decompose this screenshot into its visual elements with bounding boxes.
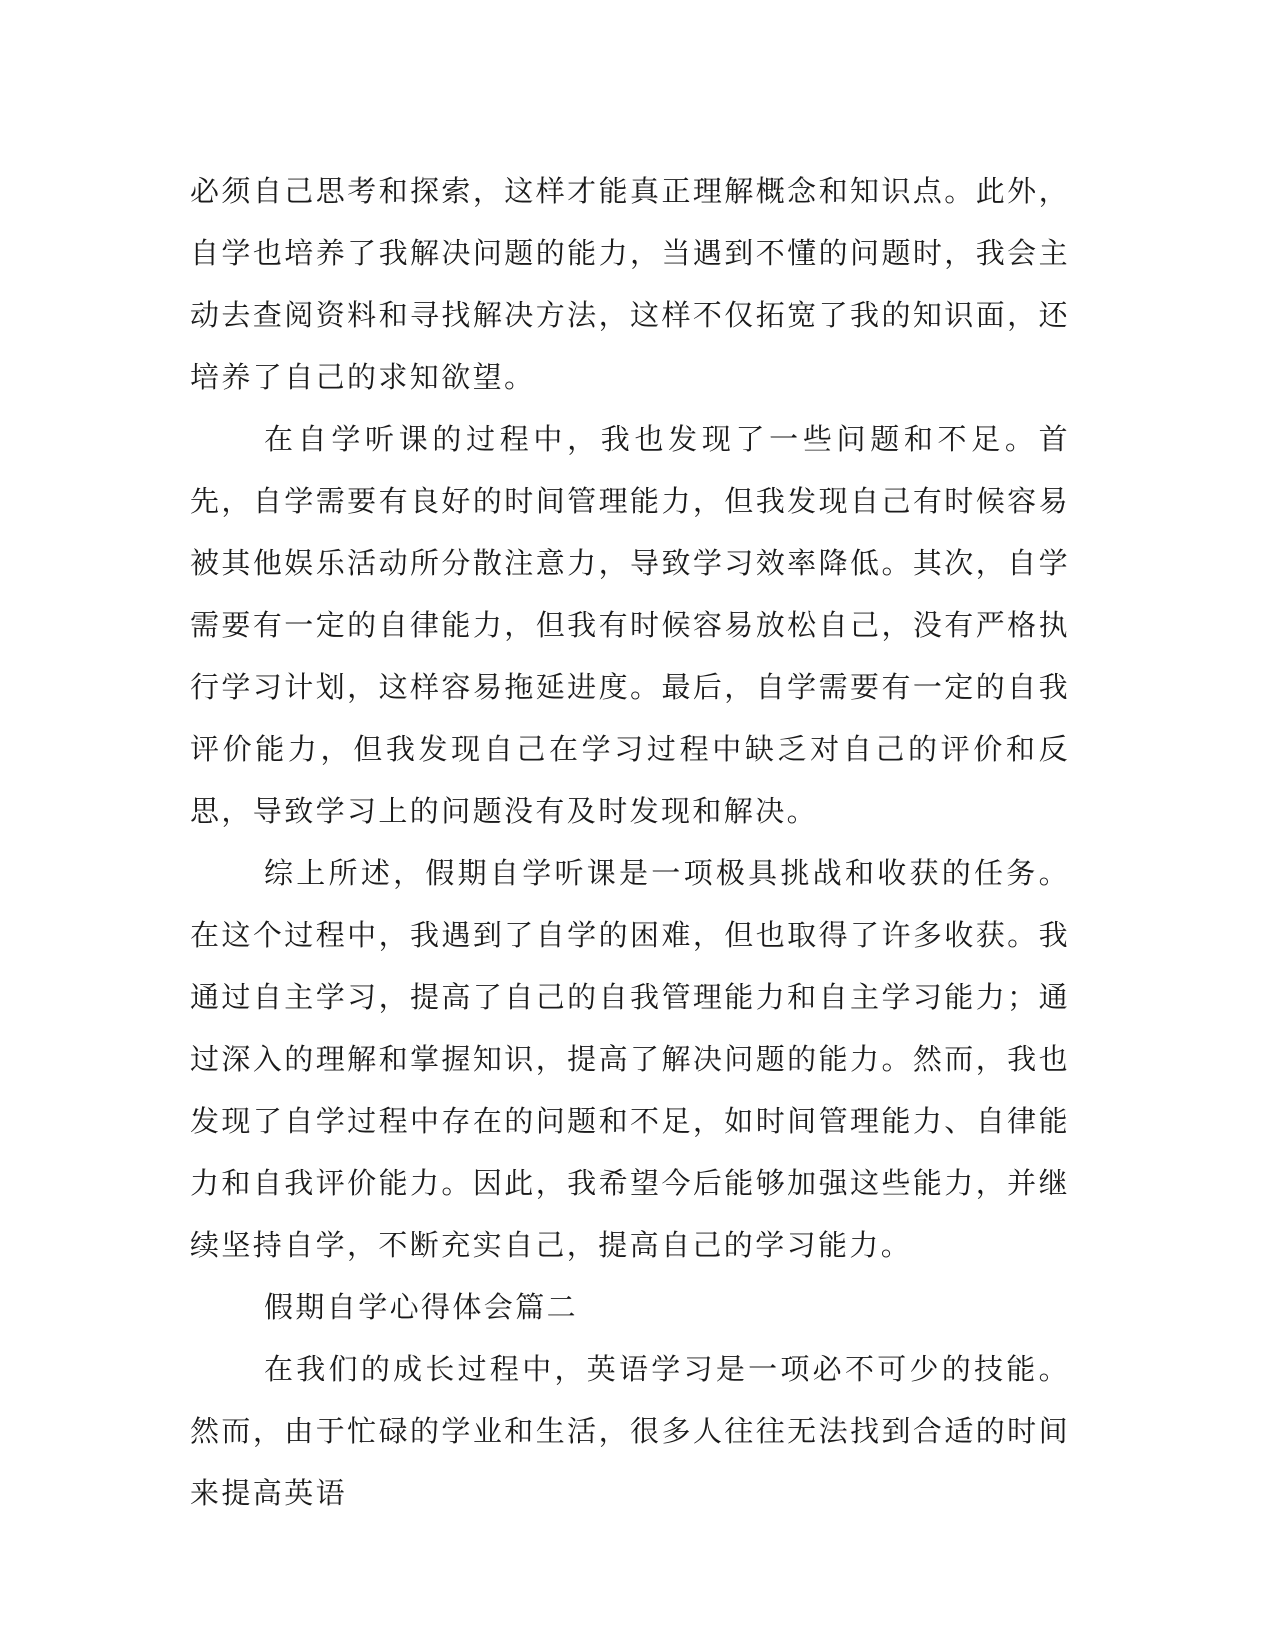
document-body (190, 160, 1070, 1524)
paragraph-problems: 在自学听课的过程中，我也发现了一些问题和不足。首先，自学需要有良好的时间管理能力，但我发现自己有时候容易被其他娱乐活动所分散注意力，导致学习效率降低。其次，自学需要有一定的自律能力，但我有时候容易放松自己，没有严格执行学习计划，这样容易拖延进度。最后，自学需要有一定的自我评价能力，但我发现自己在学习过程中缺乏对自己的评价和反思，导致学习上的问题没有及时发现和解决。 (190, 422, 1070, 828)
paragraph-summary: 综上所述，假期自学听课是一项极具挑战和收获的任务。在这个过程中，我遇到了自学的困难，但也取得了许多收获。我通过自主学习，提高了自己的自我管理能力和自主学习能力；通过深入的理解和掌握知识，提高了解决问题的能力。然而，我也发现了自学过程中存在的问题和不足，如时间管理能力、自律能力和自我评价能力。因此，我希望今后能够加强这些能力，并继续坚持自学，不断充实自己，提高自己的学习能力。 (190, 856, 1070, 1262)
section-heading: 假期自学心得体会篇二 (264, 1290, 579, 1324)
paragraph-continuation: 必须自己思考和探索，这样才能真正理解概念和知识点。此外，自学也培养了我解决问题的能力，当遇到不懂的问题时，我会主动去查阅资料和寻找解决方法，这样不仅拓宽了我的知识面，还培养了自己的求知欲望。 (190, 174, 1070, 394)
paragraph-english-intro: 在我们的成长过程中，英语学习是一项必不可少的技能。然而，由于忙碌的学业和生活，很多人往往无法找到合适的时间来提高英语 (190, 1352, 1070, 1510)
